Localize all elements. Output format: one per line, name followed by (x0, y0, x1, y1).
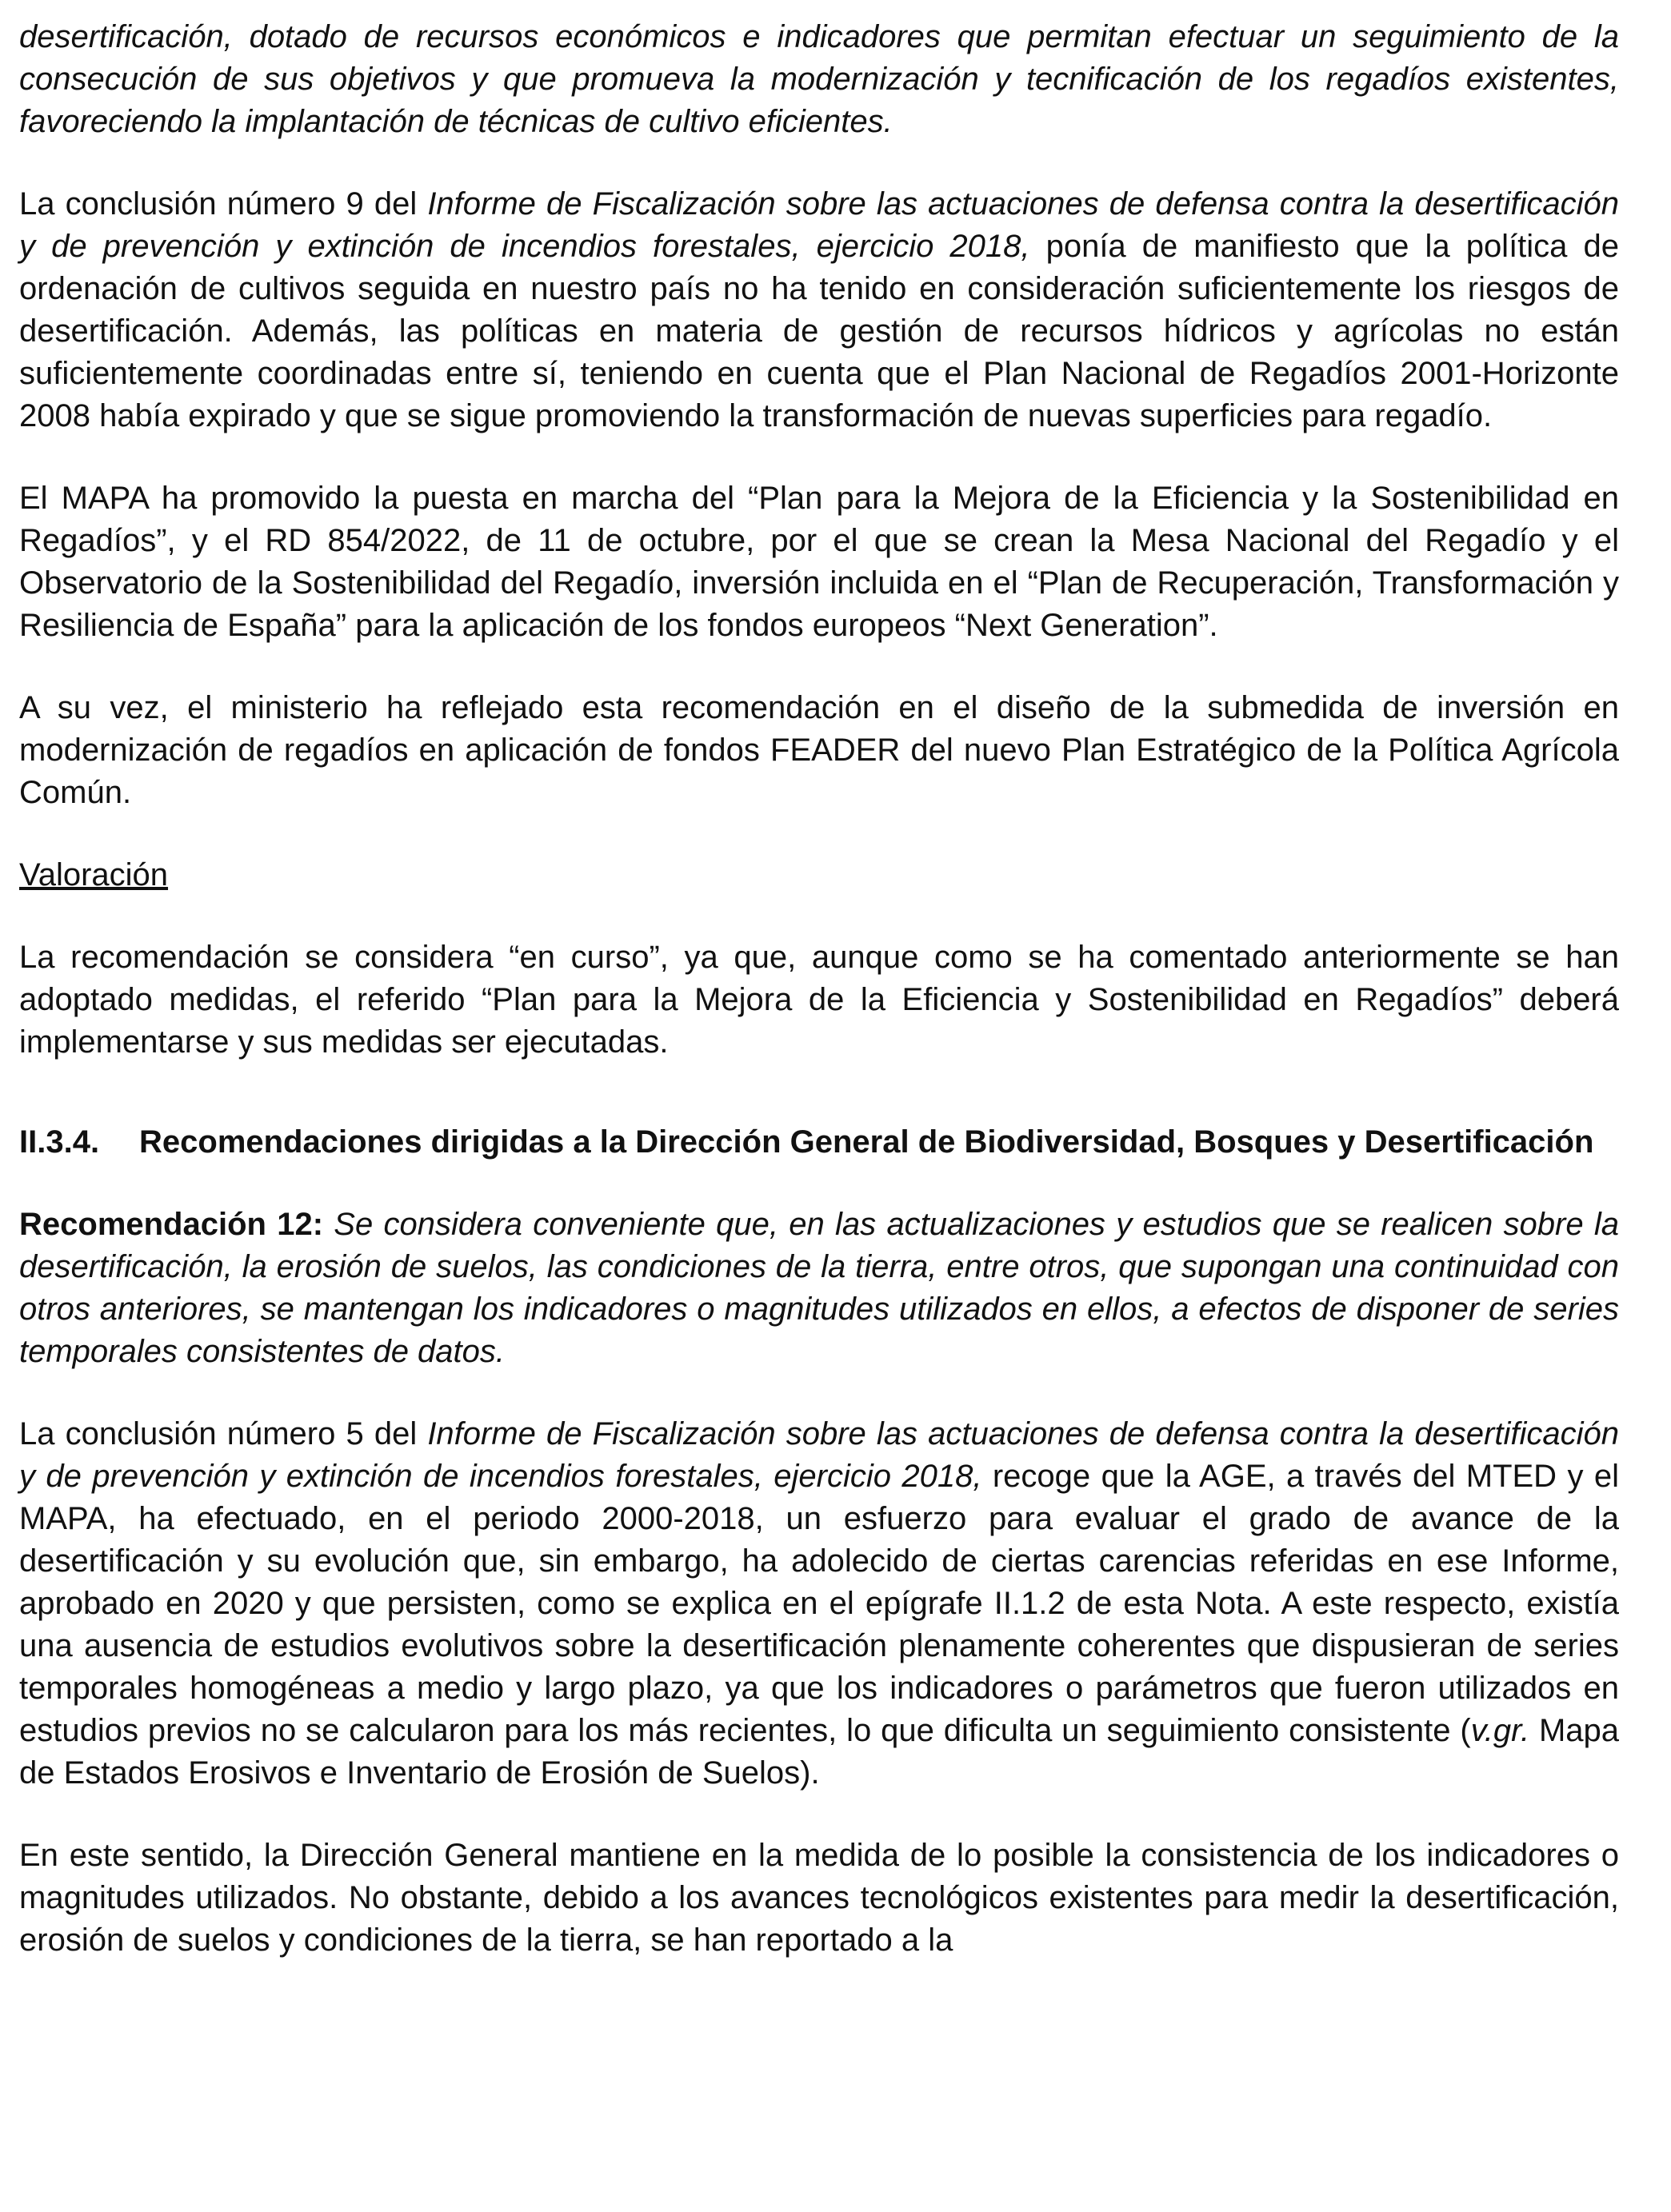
paragraph-valoracion: La recomendación se considera “en curso”, ya que, aunque como se ha comentado anteriormente se han adoptado medidas, el referido “Plan para la Mejora de la Eficiencia y Sostenibilidad en Regadíos” deberá implementarse y sus medidas ser ejecutadas. (19, 940, 1619, 1060)
valoracion-heading: Valoración (19, 857, 169, 892)
report-title-italic: Informe de Fiscalización sobre las actuaciones de defensa contra la desertificación y de prevención y extinción de incendios forestales, ejercicio 2018, (19, 1416, 1619, 1494)
abbreviation-italic: v.gr. (1470, 1713, 1530, 1748)
text-run: ponía de manifiesto que la política de ordenación de cultivos seguida en nuestro país no ha tenido en consideración suficientemente los riesgos de desertificación. Además, las políticas en materia de gestión de recursos hídricos y agrícolas no están suficientemente coordinadas entre sí, teniendo en cuenta que el Plan Nacional de Regadíos 2001-Horizonte 2008 había expirado y que se sigue promoviendo la transformación de nuevas superficies para regadío. (19, 229, 1619, 433)
section-heading (19, 1121, 1619, 1164)
text-run: La conclusión número 9 del (19, 186, 428, 222)
paragraph-feader: A su vez, el ministerio ha reflejado esta recomendación en el diseño de la submedida de inversión en modernización de regadíos en aplicación de fondos FEADER del nuevo Plan Estratégico de la Política Agrícola Común. (19, 690, 1619, 810)
text-run: Mapa de Estados Erosivos e Inventario de Erosión de Suelos). (19, 1713, 1620, 1791)
recommendation-12 (19, 1204, 1619, 1373)
document-page (19, 16, 1619, 1962)
paragraph-mapa-plan: El MAPA ha promovido la puesta en marcha del “Plan para la Mejora de la Eficiencia y la Sostenibilidad en Regadíos”, y el RD 854/2022, de 11 de octubre, por el que se crean la Mesa Nacional del Regadío y el Observatorio de la Sostenibilidad del Regadío, inversión incluida en el “Plan de Recuperación, Transformación y Resiliencia de España” para la aplicación de los fondos europeos “Next Generation”. (19, 481, 1619, 643)
recommendation-label: Recomendación 12: (19, 1207, 324, 1242)
text-run: La conclusión número 5 del (19, 1416, 428, 1451)
paragraph-conclusion-9 (19, 183, 1619, 437)
text-run: recoge que la AGE, a través del MTED y el MAPA, ha efectuado, en el periodo 2000-2018, un esfuerzo para evaluar el grado de avance de la desertificación y su evolución que, sin embargo, ha adolecido de ciertas carencias referidas en ese Informe, aprobado en 2020 y que persisten, como se explica en el epígrafe II.1.2 de esta Nota. A este respecto, existía una ausencia de estudios evolutivos sobre la desertificación plenamente coherentes que dispusieran de series temporales homogéneas a medio y largo plazo, ya que los indicadores o parámetros que fueron utilizados en estudios previos no se calcularon para los más recientes, lo que dificulta un seguimiento consistente ( (19, 1459, 1619, 1748)
paragraph-conclusion-5 (19, 1413, 1619, 1795)
recommendation-text: Se considera conveniente que, en las actualizaciones y estudios que se realicen sobre la desertificación, la erosión de suelos, las condiciones de la tierra, entre otros, que supongan una continuidad con otros anteriores, se mantengan los indicadores o magnitudes utilizados en ellos, a efectos de disponer de series temporales consistentes de datos. (19, 1207, 1620, 1369)
paragraph-direccion-general: En este sentido, la Dirección General mantiene en la medida de lo posible la consistencia de los indicadores o magnitudes utilizados. No obstante, debido a los avances tecnológicos existentes para medir la desertificación, erosión de suelos y condiciones de la tierra, se han reportado a la (19, 1838, 1619, 1958)
report-title-italic: Informe de Fiscalización sobre las actuaciones de defensa contra la desertificación y de prevención y extinción de incendios forestales, ejercicio 2018, (19, 186, 1619, 264)
section-number: II.3.4. (19, 1124, 100, 1160)
section-title: Recomendaciones dirigidas a la Dirección General de Biodiversidad, Bosques y Desertificación (139, 1124, 1594, 1160)
paragraph-continuation: desertificación, dotado de recursos económicos e indicadores que permitan efectuar un seguimiento de la consecución de sus objetivos y que promueva la modernización y tecnificación de los regadíos existentes, favoreciendo la implantación de técnicas de cultivo eficientes. (19, 19, 1619, 139)
